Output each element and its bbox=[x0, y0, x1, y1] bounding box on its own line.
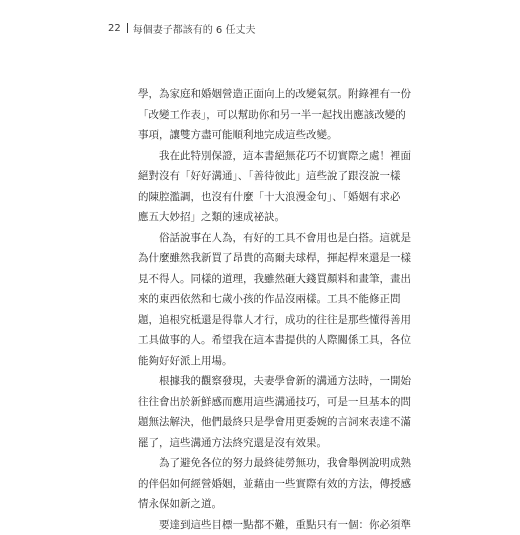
text-line: 根據我的觀察發現，夫妻學會新的溝通方法時，一開始 bbox=[138, 371, 396, 392]
text-line: 往往會出於新鮮感而應用這些溝通技巧，可是一旦基本的問 bbox=[138, 392, 396, 413]
text-line: 應五大妙招」之類的速成祕訣。 bbox=[138, 207, 396, 228]
text-line: 見不得人。同樣的道理，我雖然砸大錢買顏料和畫筆，畫出 bbox=[138, 269, 396, 290]
text-line: 來的東西依然和七歲小孩的作品沒兩樣。工具不能修正問 bbox=[138, 289, 396, 310]
paragraph bbox=[138, 84, 396, 146]
text-line: 題，追根究柢還是得靠人才行，成功的往往是那些懂得善用 bbox=[138, 310, 396, 331]
paragraph bbox=[138, 146, 396, 228]
text-line: 「改變工作表」，可以幫助你和另一半一起找出應該改變的 bbox=[138, 105, 396, 126]
text-line: 學，為家庭和婚姻營造正面向上的改變氣氛。附錄裡有一份 bbox=[138, 84, 396, 105]
paragraph bbox=[138, 453, 396, 515]
paragraph bbox=[138, 515, 396, 535]
text-line: 罷了，這些溝通方法終究還是沒有效果。 bbox=[138, 433, 396, 454]
text-line: 的伴侶如何經營婚姻，並藉由一些實際有效的方法，傳授感 bbox=[138, 474, 396, 495]
text-line: 工具做事的人。希望我在這本書提供的人際關係工具，各位 bbox=[138, 330, 396, 351]
text-line: 的陳腔濫調，也沒有什麼「十大浪漫金句」、「婚姻有求必 bbox=[138, 187, 396, 208]
text-line: 事項，讓雙方盡可能順利地完成這些改變。 bbox=[138, 125, 396, 146]
text-line: 要達到這些目標一點都不難，重點只有一個：你必須準 bbox=[138, 515, 396, 535]
paragraph bbox=[138, 228, 396, 372]
text-line: 能夠好好派上用場。 bbox=[138, 351, 396, 372]
text-line: 俗話說事在人為，有好的工具不會用也是白搭。這就是 bbox=[138, 228, 396, 249]
text-line: 我在此特別保證，這本書絕無花巧不切實際之處！裡面 bbox=[138, 146, 396, 167]
page-number: 22 bbox=[108, 23, 121, 34]
body-text bbox=[138, 84, 396, 535]
paragraph bbox=[138, 371, 396, 453]
text-line: 情永保如新之道。 bbox=[138, 494, 396, 515]
header-divider bbox=[127, 23, 128, 33]
running-header bbox=[108, 21, 255, 35]
text-line: 為了避免各位的努力最終徒勞無功，我會舉例說明成熟 bbox=[138, 453, 396, 474]
book-title: 每個妻子都該有的 6 任丈夫 bbox=[133, 21, 256, 36]
text-line: 絕對沒有「好好溝通」、「善待彼此」這些說了跟沒說一樣 bbox=[138, 166, 396, 187]
text-line: 題無法解決，他們最終只是學會用更委婉的言詞來表達不滿 bbox=[138, 412, 396, 433]
text-line: 為什麼雖然我新買了昂貴的高爾夫球桿，揮起桿來還是一樣 bbox=[138, 248, 396, 269]
